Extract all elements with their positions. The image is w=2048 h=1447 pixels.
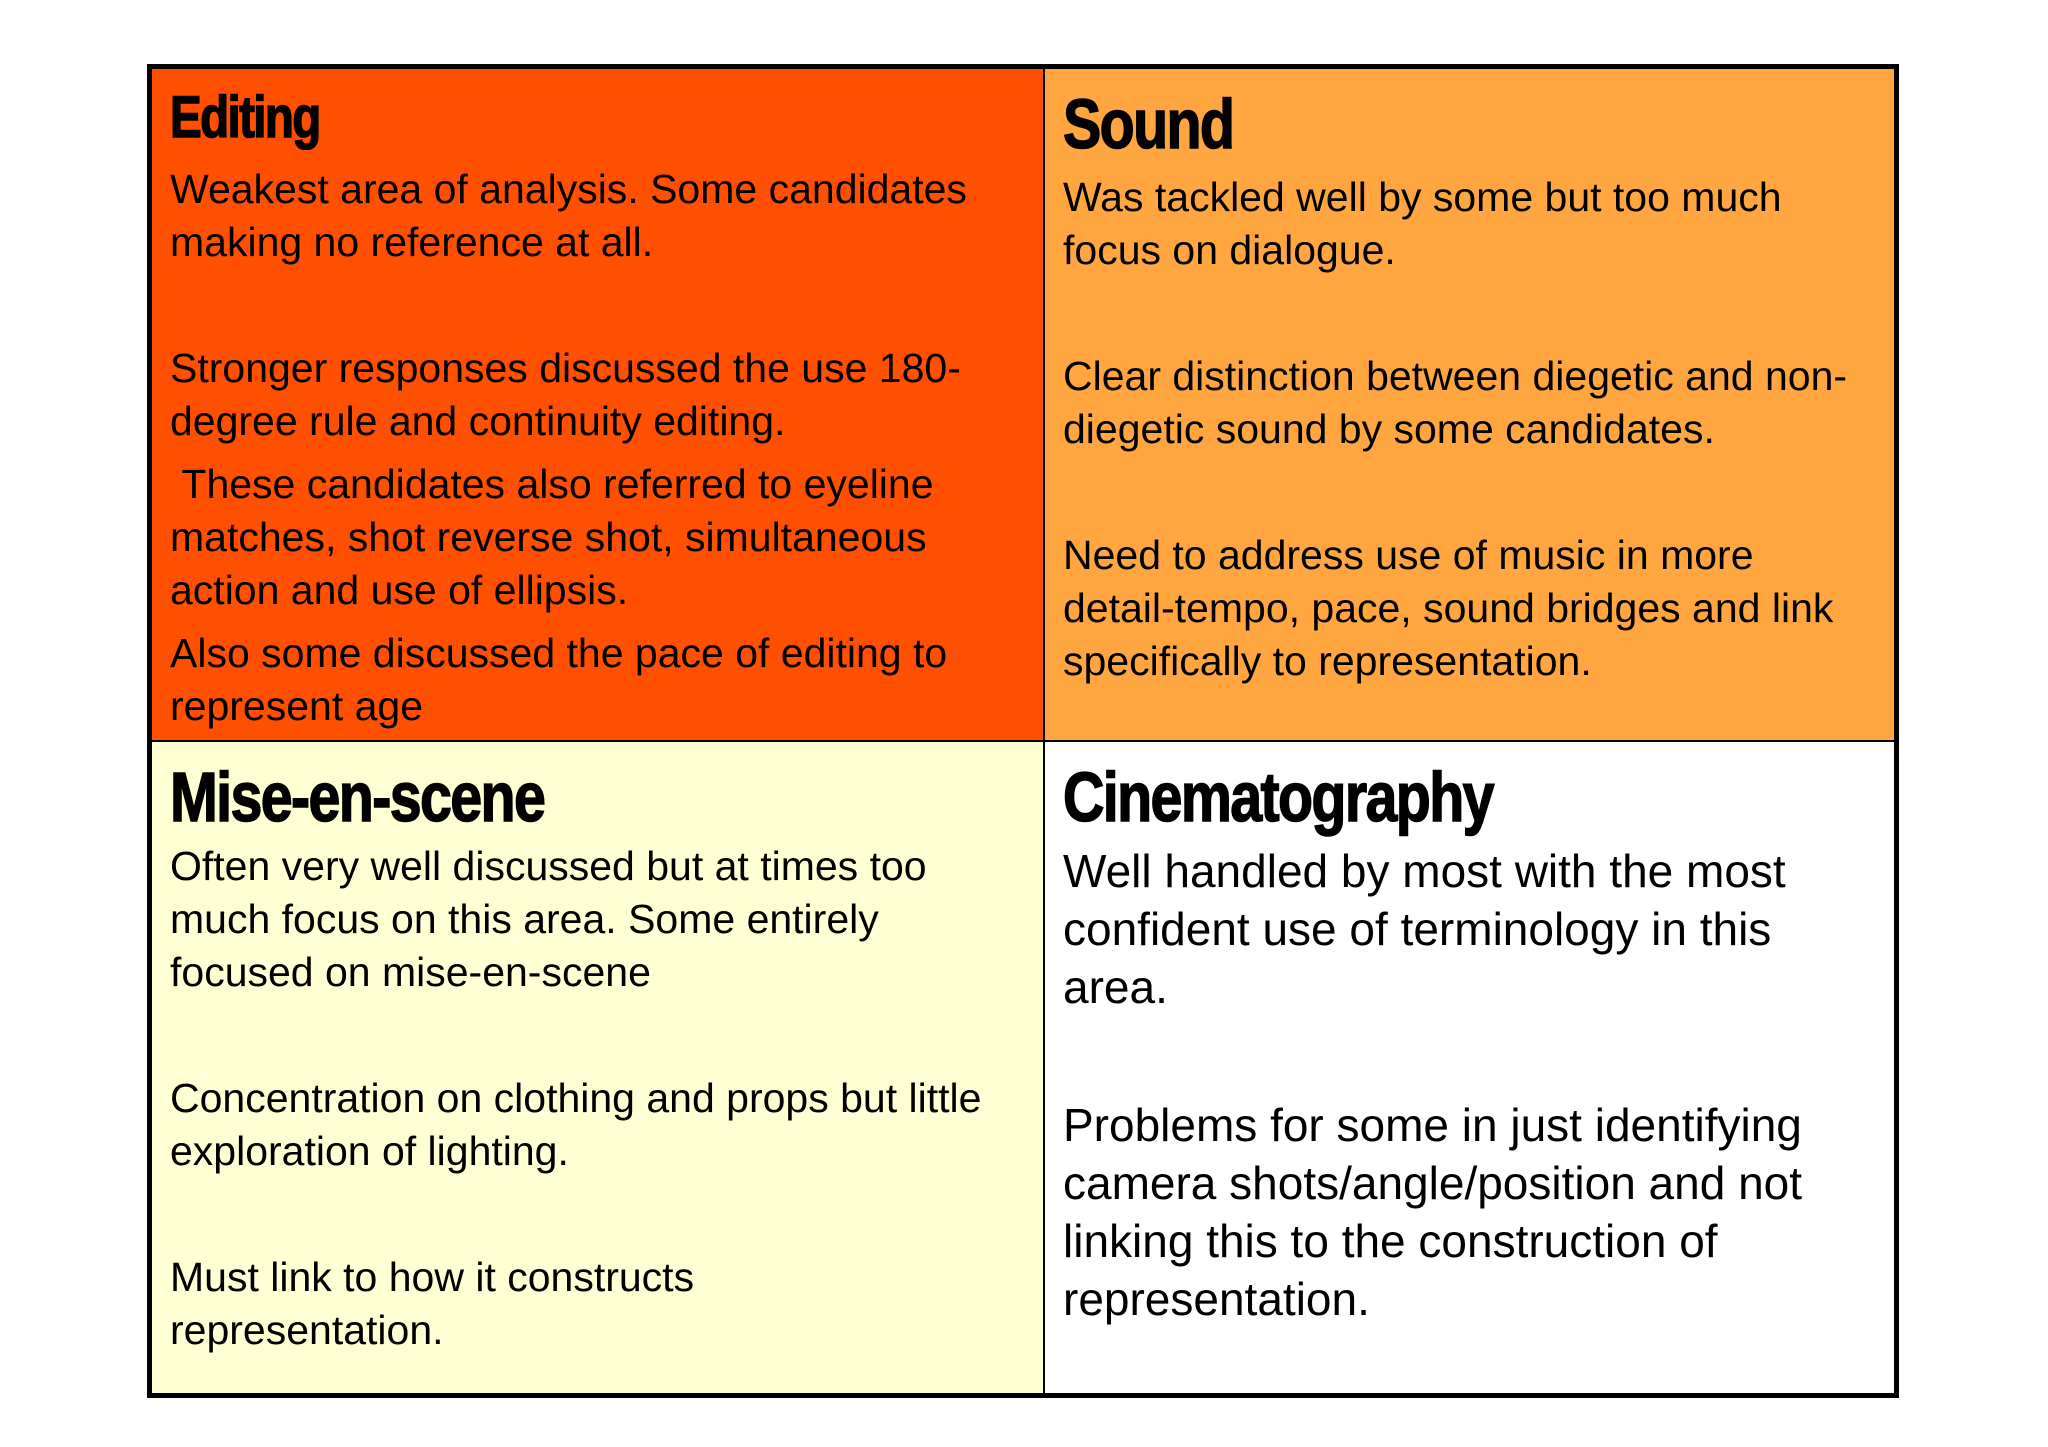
cinematography-cell xyxy=(1045,742,1894,1393)
mise-en-scene-heading: Mise-en-scene xyxy=(170,758,545,836)
cinematography-heading: Cinematography xyxy=(1063,758,1493,836)
editing-paragraph: Also some discussed the pace of editing to represent age xyxy=(170,630,948,729)
cinematography-paragraph: Problems for some in just identifying camera shots/angle/position and not linking this to the construction of representation. xyxy=(1063,1099,1803,1325)
editing-cell xyxy=(152,69,1045,742)
sound-paragraph: Was tackled well by some but too much focus on dialogue. xyxy=(1063,174,1782,273)
mise-en-scene-paragraph: Often very well discussed but at times too much focus on this area. Some entirely focused on mise-en-scene xyxy=(170,843,927,995)
sound-heading: Sound xyxy=(1063,85,1234,163)
sound-cell xyxy=(1045,69,1894,742)
sound-paragraph: Clear distinction between diegetic and non-diegetic sound by some candidates. xyxy=(1063,353,1848,452)
cinematography-paragraph: Well handled by most with the most confident use of terminology in this area. xyxy=(1063,845,1786,1013)
mise-en-scene-paragraph: Concentration on clothing and props but little exploration of lighting. xyxy=(170,1075,982,1174)
mise-en-scene-paragraph: Must link to how it constructs representation. xyxy=(170,1254,695,1353)
editing-paragraph: Weakest area of analysis. Some candidates making no reference at all. xyxy=(170,166,967,265)
mise-en-scene-cell xyxy=(152,742,1045,1393)
editing-paragraph: Stronger responses discussed the use 180-degree rule and continuity editing. xyxy=(170,345,961,444)
editing-heading: Editing xyxy=(170,85,320,150)
editing-paragraph: These candidates also referred to eyeline matches, shot reverse shot, simultaneous action and use of ellipsis. xyxy=(170,461,945,613)
feedback-grid xyxy=(147,64,1899,1398)
sound-paragraph: Need to address use of music in more detail-tempo, pace, sound bridges and link specifically to representation. xyxy=(1063,532,1834,684)
